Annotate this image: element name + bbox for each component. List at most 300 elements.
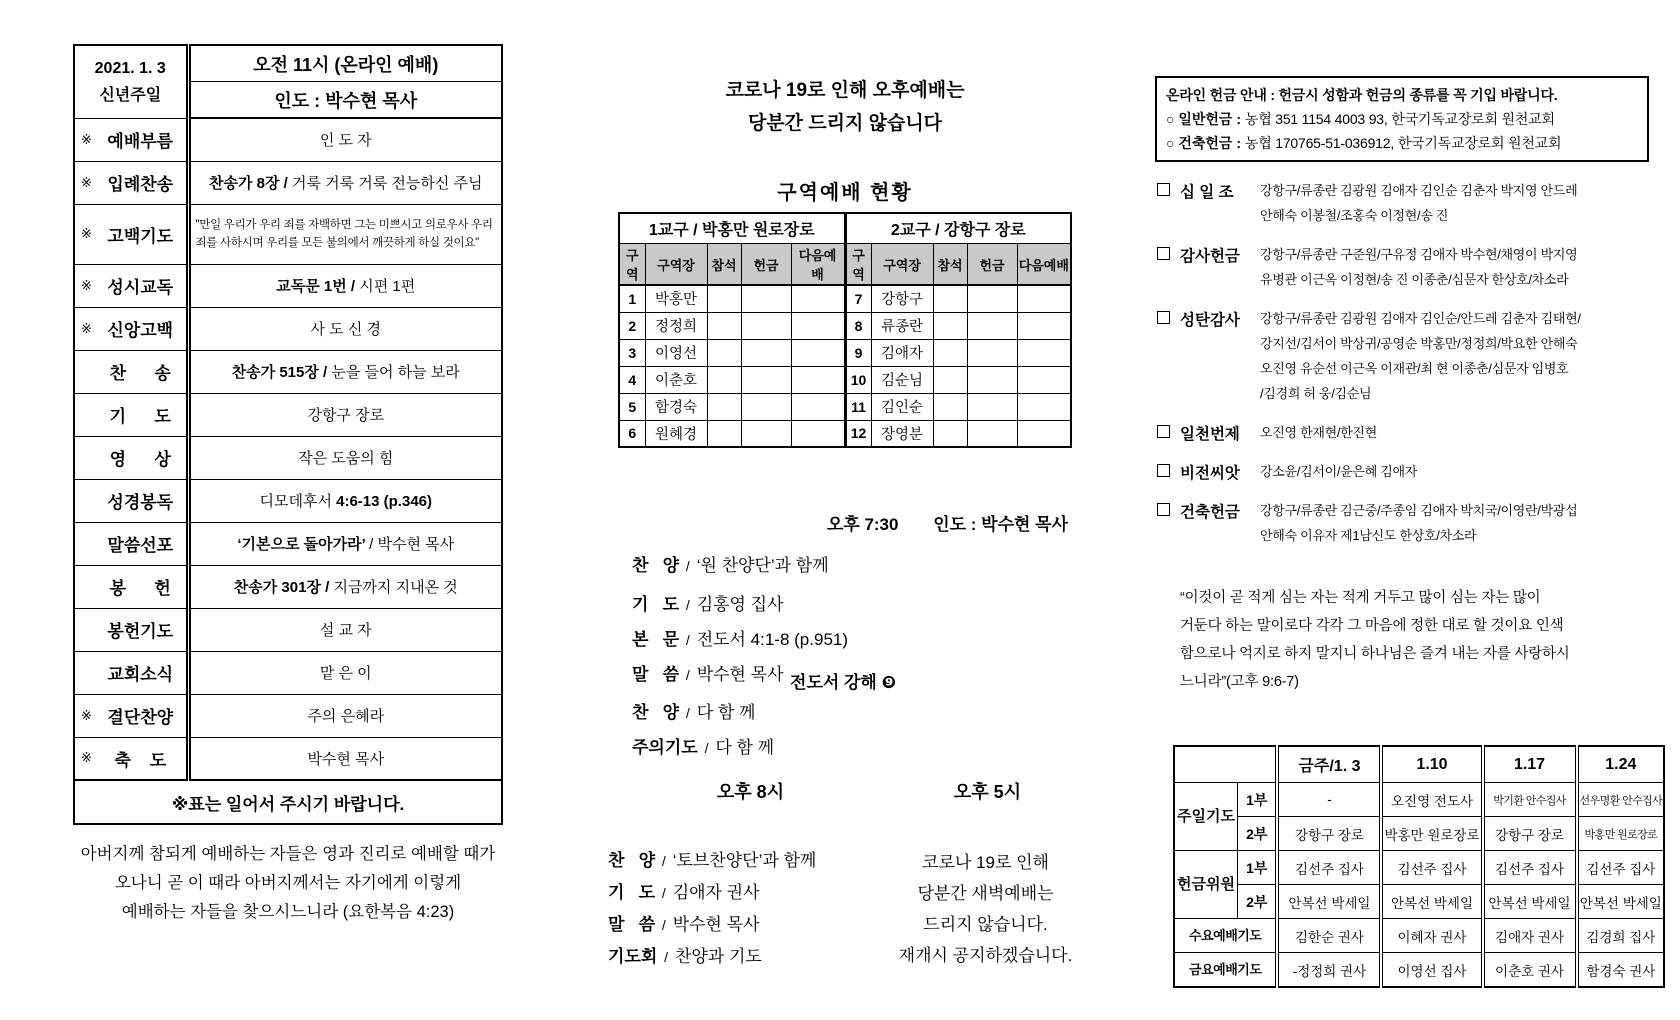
building-offering-account <box>1166 131 1638 155</box>
schedule-cell: 안복선 박세일 <box>1381 885 1482 919</box>
sunday-name: 신년주일 <box>99 86 162 104</box>
content-part: 맡 은 이 <box>319 665 372 682</box>
schedule-cell: 김선주 집사 <box>1483 851 1577 885</box>
schedule-cell: 이춘호 권사 <box>1483 953 1577 988</box>
zone-leader-name: 김인순 <box>871 393 933 420</box>
next-service-cell <box>791 312 845 339</box>
worship-row <box>74 161 502 204</box>
zone-number: 12 <box>845 420 871 447</box>
offering-cell <box>967 285 1017 312</box>
schedule-corner-cell <box>1174 746 1277 783</box>
attendance-cell <box>933 366 967 393</box>
district-row <box>619 393 1071 420</box>
label-text: 축 도 <box>114 750 167 770</box>
label-text: 교회소식 <box>107 665 174 684</box>
worship-table-footer <box>74 780 502 824</box>
service-line <box>608 848 816 874</box>
account-label: ○ 일반헌금 : <box>1166 111 1245 127</box>
next-service-cell <box>791 420 845 447</box>
col-header-leader: 구역장 <box>645 244 707 286</box>
worship-row <box>74 264 502 307</box>
schedule-cell: 이혜자 권사 <box>1381 919 1482 953</box>
offering-names-line: 강항구/류종란 김광원 김애자 김인순 김춘자 박지영 안드레 <box>1260 183 1578 198</box>
offering-names-line: 오진영 한재현/한진현 <box>1260 425 1377 440</box>
star-mark: ※ <box>81 174 92 190</box>
content-part: 디모데후서 <box>259 493 337 510</box>
offering-cell <box>967 312 1017 339</box>
col-header-attendance: 참석 <box>707 244 741 286</box>
worship-row-label <box>74 479 188 522</box>
content-part: / 박수현 목사 <box>369 536 455 553</box>
label-text: 기 도 <box>109 407 171 426</box>
label-text: 신앙고백 <box>107 321 174 340</box>
content-part: "만일 우리가 우리 죄를 자백하면 그는 미쁘시고 의로우사 우리 <box>195 219 493 231</box>
slash-separator: / <box>682 632 694 648</box>
notice-line: 드리지 않습니다. <box>923 915 1048 934</box>
zone-leader-name: 장영분 <box>871 420 933 447</box>
service-line <box>632 592 848 618</box>
sermon-series-title: 전도서 강해 ❾ <box>790 673 896 692</box>
attendance-cell <box>933 393 967 420</box>
attendance-cell <box>933 312 967 339</box>
offering-names-line: 오진영 유순선 이근옥 이재관/최 현 이종춘/심문자 임병호 <box>1260 361 1569 376</box>
part-label: 1부 <box>1237 783 1277 817</box>
worship-row-label <box>74 264 188 307</box>
evening-leader: 인도 : 박수현 목사 <box>933 515 1068 534</box>
offering-names <box>1260 242 1577 292</box>
offering-item <box>1157 459 1637 484</box>
slash-separator: / <box>658 917 670 933</box>
zone-leader-name: 김애자 <box>871 339 933 366</box>
schedule-cell: 오진영 전도사 <box>1381 783 1482 817</box>
next-service-cell <box>791 339 845 366</box>
district-rows <box>619 285 1071 447</box>
schedule-date-header: 1.17 <box>1483 746 1577 783</box>
schedule-cell: 이영선 집사 <box>1381 953 1482 988</box>
label-text: 찬 송 <box>109 364 171 383</box>
district-group2-header: 2교구 / 강항구 장로 <box>845 213 1071 244</box>
district-worship-title: 구역예배 현황 <box>777 182 913 204</box>
offering-names <box>1260 459 1417 484</box>
attendance-cell <box>933 339 967 366</box>
checkbox-icon <box>1157 464 1170 477</box>
service-line-label: 본 문 <box>632 630 680 649</box>
verse-john-4-23 <box>58 840 518 927</box>
slash-separator: / <box>682 558 694 574</box>
worship-row <box>74 204 502 264</box>
worship-row <box>74 522 502 565</box>
worship-row-label <box>74 522 188 565</box>
zone-leader-name: 류종란 <box>871 312 933 339</box>
offering-cell <box>967 420 1017 447</box>
offering-item <box>1157 178 1637 228</box>
account-label: ○ 건축헌금 : <box>1166 135 1245 151</box>
attendance-cell <box>707 393 741 420</box>
offering-names-line: 강소윤/김서이/윤은혜 김애자 <box>1260 464 1418 479</box>
schedule-cell: 함경숙 권사 <box>1577 953 1665 988</box>
star-mark: ※ <box>81 750 92 766</box>
star-mark: ※ <box>81 707 92 723</box>
schedule-cell: - <box>1277 783 1381 817</box>
offering-cell <box>741 285 791 312</box>
evening-lines-2 <box>632 700 774 770</box>
schedule-date-header: 1.24 <box>1577 746 1665 783</box>
next-service-cell <box>1017 339 1071 366</box>
offering-cell <box>741 339 791 366</box>
label-text: 성경봉독 <box>107 493 174 512</box>
content-part: 교독문 1번 / <box>276 278 360 295</box>
worship-row <box>74 608 502 651</box>
worship-row <box>74 694 502 737</box>
content-part: 찬송가 8장 / <box>208 175 292 192</box>
offering-cell <box>741 366 791 393</box>
checkbox-icon <box>1157 183 1170 196</box>
schedule-cell: 선우명환 안수집사 <box>1577 783 1665 817</box>
stand-up-note: ※표는 일어서 주시기 바랍니다. <box>74 780 502 824</box>
offering-names-line: 강지선/김서이 박상귀/공영순 박홍만/정정희/박요한 안해숙 <box>1260 336 1578 351</box>
label-text: 성시교독 <box>107 278 174 297</box>
zone-number: 4 <box>619 366 645 393</box>
pm8-service-title: 오후 8시 <box>716 782 785 802</box>
district-row <box>619 312 1071 339</box>
offering-label: 비전씨앗 <box>1180 465 1240 482</box>
content-part: 인 도 자 <box>319 132 372 150</box>
next-service-cell <box>1017 420 1071 447</box>
worship-row-label <box>74 307 188 350</box>
notice-line: 코로나 19로 인해 <box>922 853 1049 872</box>
worship-rows <box>74 118 502 780</box>
online-offering-box <box>1155 76 1649 162</box>
slash-separator: / <box>658 885 670 901</box>
content-part: 거룩 거룩 거룩 전능하신 주님 <box>291 175 483 192</box>
attendance-cell <box>707 339 741 366</box>
worship-row-label <box>74 436 188 479</box>
service-line <box>632 627 848 653</box>
slash-separator: / <box>660 949 672 965</box>
general-offering-account <box>1166 107 1638 131</box>
label-text: 말씀선포 <box>107 536 174 555</box>
label-text: 결단찬양 <box>107 708 174 727</box>
offering-cell <box>967 393 1017 420</box>
worship-row-label <box>74 350 188 393</box>
next-service-cell <box>791 285 845 312</box>
worship-row-label <box>74 393 188 436</box>
zone-number: 5 <box>619 393 645 420</box>
worship-row-label <box>74 651 188 694</box>
service-line-label: 기 도 <box>632 595 680 614</box>
checkbox-icon <box>1157 425 1170 438</box>
slash-separator: / <box>682 667 694 683</box>
verse-line: 함으로나 억지로 하지 말지니 하나님은 즐겨 내는 자를 사랑하시 <box>1180 646 1570 662</box>
next-service-cell <box>791 366 845 393</box>
offering-item <box>1157 242 1637 292</box>
col-header-offering: 헌금 <box>741 244 791 286</box>
zone-number: 2 <box>619 312 645 339</box>
service-line-value: 찬양과 기도 <box>674 947 762 966</box>
worship-row <box>74 479 502 522</box>
service-line-value: 박수현 목사 <box>696 665 784 684</box>
worship-row-label <box>74 204 188 264</box>
zone-leader-name: 이영선 <box>645 339 707 366</box>
service-line-value: 전도서 4:1-8 (p.951) <box>696 630 849 649</box>
service-line <box>632 700 774 726</box>
notice-line: 재개시 공지하겠습니다. <box>898 946 1073 965</box>
service-line-label: 말 씀 <box>632 665 680 684</box>
worship-row-content <box>188 307 502 350</box>
verse-line: “이것이 곧 적게 심는 자는 적게 거두고 많이 심는 자는 많이 <box>1180 590 1541 606</box>
service-line-label: 주의기도 <box>632 738 698 757</box>
district-row <box>619 420 1071 447</box>
zone-leader-name: 강항구 <box>871 285 933 312</box>
col-header-leader: 구역장 <box>871 244 933 286</box>
worship-row <box>74 737 502 780</box>
service-line-label: 찬 양 <box>608 851 656 870</box>
worship-row-label <box>74 565 188 608</box>
service-line <box>632 553 848 579</box>
zone-number: 6 <box>619 420 645 447</box>
service-title: 오전 11시 (온라인 예배) <box>188 45 502 82</box>
worship-row-content <box>188 522 502 565</box>
service-line-label: 기 도 <box>608 883 656 902</box>
zone-leader-name: 박홍만 <box>645 285 707 312</box>
offering-item <box>1157 498 1637 548</box>
offering-names-line: 안해숙 이유자 제1남신도 한상호/차소라 <box>1260 528 1477 543</box>
offering-names-line: 안해숙 이봉철/조홍숙 이정현/송 진 <box>1260 208 1449 223</box>
pm5-service-title: 오후 5시 <box>953 782 1022 802</box>
schedule-cell: 박홍만 원로장로 <box>1577 817 1665 851</box>
content-part: 박수현 목사 <box>307 750 385 768</box>
service-line-label: 찬 양 <box>632 703 680 722</box>
offering-cell <box>967 339 1017 366</box>
col-header-zone: 구역 <box>619 244 645 286</box>
label-text: 입례찬송 <box>107 175 174 194</box>
content-part: 시편 1편 <box>359 278 416 295</box>
zone-number: 8 <box>845 312 871 339</box>
district-group1-header: 1교구 / 박홍만 원로장로 <box>619 213 845 244</box>
content-part: 지금까지 지내온 것 <box>333 579 458 596</box>
notice-line: 코로나 19로 인해 오후예배는 <box>725 80 965 101</box>
offering-names-line: /김경희 허 웅/김순님 <box>1260 386 1372 401</box>
content-part: 4:6-13 (p.346) <box>336 493 432 510</box>
worship-row-label <box>74 118 188 161</box>
attendance-cell <box>933 420 967 447</box>
schedule-cell: 김선주 집사 <box>1277 851 1381 885</box>
star-mark: ※ <box>81 131 92 147</box>
worship-row-content <box>188 393 502 436</box>
service-line-value: 다 함 께 <box>696 703 756 722</box>
service-line-label: 찬 양 <box>632 556 680 575</box>
online-offering-title: 온라인 헌금 안내 : 헌금시 성함과 헌금의 종류를 꼭 기입 바랍니다. <box>1166 87 1558 103</box>
worship-row <box>74 436 502 479</box>
worship-row-content <box>188 161 502 204</box>
worship-row-content <box>188 694 502 737</box>
schedule-cell: 김애자 권사 <box>1483 919 1577 953</box>
worship-table-header <box>74 45 502 118</box>
zone-number: 7 <box>845 285 871 312</box>
star-mark: ※ <box>81 277 92 293</box>
worship-row <box>74 393 502 436</box>
group-sunday-prayer: 주일기도 <box>1174 783 1237 851</box>
offering-list <box>1157 178 1637 562</box>
content-part: 사 도 신 경 <box>310 321 381 338</box>
district-table <box>618 212 1072 448</box>
district-row <box>619 339 1071 366</box>
pm8-lines <box>608 848 816 976</box>
service-line-value: 김홍영 집사 <box>696 595 784 614</box>
service-line-value: 박수현 목사 <box>672 915 760 934</box>
attendance-cell <box>707 285 741 312</box>
verse-line: 오나니 곧 이 때라 아버지께서는 자기에게 이렇게 <box>114 874 462 892</box>
group-wednesday-prayer: 수요예배기도 <box>1174 919 1277 953</box>
date-cell <box>74 45 188 118</box>
service-line-value: 다 함 께 <box>715 738 775 757</box>
zone-number: 10 <box>845 366 871 393</box>
schedule-cell: 강항구 장로 <box>1483 817 1577 851</box>
offering-item <box>1157 306 1637 406</box>
verse-line: 느니라”(고후 9:6-7) <box>1180 674 1299 690</box>
service-line-value: ‘토브찬양단’과 함께 <box>672 851 817 870</box>
worship-row-content <box>188 436 502 479</box>
service-line <box>608 912 816 938</box>
offering-cell <box>741 393 791 420</box>
service-line-label: 기도회 <box>608 947 658 966</box>
worship-row <box>74 651 502 694</box>
worship-row-label <box>74 608 188 651</box>
worship-row-content <box>188 651 502 694</box>
zone-number: 1 <box>619 285 645 312</box>
col-header-next-service: 다음예배 <box>791 244 845 286</box>
schedule-cell: 박홍만 원로장로 <box>1381 817 1482 851</box>
label-text: 예배부름 <box>107 132 174 151</box>
part-label: 2부 <box>1237 885 1277 919</box>
star-mark: ※ <box>81 320 92 336</box>
worship-row-content <box>188 479 502 522</box>
worship-row-label <box>74 694 188 737</box>
verse-line: 예배하는 자들을 찾으시느니라 (요한복음 4:23) <box>121 903 455 921</box>
worship-row-content <box>188 565 502 608</box>
worship-row <box>74 565 502 608</box>
service-leader: 인도 : 박수현 목사 <box>188 82 502 119</box>
schedule-body <box>1174 746 1664 987</box>
col-header-next-service: 다음예배 <box>1017 244 1071 286</box>
content-part: 작은 도움의 힘 <box>298 450 394 467</box>
zone-number: 3 <box>619 339 645 366</box>
offering-names-line: 강항구/류종란 구준원/구유정 김애자 박수현/채영이 박지영 <box>1260 247 1578 262</box>
offering-names <box>1260 498 1577 548</box>
next-service-cell <box>1017 366 1071 393</box>
offering-label: 십 일 조 <box>1180 184 1234 201</box>
verse-2corinthians-9-6-7 <box>1180 584 1640 696</box>
worship-row-content <box>188 350 502 393</box>
account-value: 농협 170765-51-036912, 한국기독교장로회 원천교회 <box>1244 135 1562 151</box>
checkbox-icon <box>1157 247 1170 260</box>
worship-row-label <box>74 737 188 780</box>
offering-cell <box>967 366 1017 393</box>
schedule-cell: 김선주 집사 <box>1381 851 1482 885</box>
service-line <box>608 944 816 970</box>
afternoon-service-notice <box>620 74 1070 140</box>
zone-leader-name: 김순님 <box>871 366 933 393</box>
date-line: 2021. 1. 3 <box>94 59 166 77</box>
zone-number: 11 <box>845 393 871 420</box>
checkbox-icon <box>1157 311 1170 324</box>
duty-schedule-table <box>1173 745 1665 988</box>
schedule-cell: 안복선 박세일 <box>1577 885 1665 919</box>
next-service-cell <box>1017 285 1071 312</box>
district-table-head <box>619 213 1071 285</box>
service-line-label: 말 씀 <box>608 915 656 934</box>
attendance-cell <box>707 366 741 393</box>
worship-row-content <box>188 204 502 264</box>
content-part: 설 교 자 <box>319 622 372 639</box>
schedule-cell: 김경희 집사 <box>1577 919 1665 953</box>
schedule-date-header: 금주/1. 3 <box>1277 746 1381 783</box>
zone-leader-name: 함경숙 <box>645 393 707 420</box>
label-text: 고백기도 <box>107 226 174 246</box>
slash-separator: / <box>682 705 694 721</box>
offering-names-line: 유병관 이근옥 이정현/송 진 이종춘/심문자 한상호/차소라 <box>1260 272 1569 287</box>
district-row <box>619 366 1071 393</box>
col-header-zone: 구역 <box>845 244 871 286</box>
schedule-cell: 김한순 권사 <box>1277 919 1381 953</box>
service-line <box>608 880 816 906</box>
worship-row-content <box>188 608 502 651</box>
part-label: 2부 <box>1237 817 1277 851</box>
zone-leader-name: 이춘호 <box>645 366 707 393</box>
worship-order-table <box>73 44 503 825</box>
attendance-cell <box>707 312 741 339</box>
content-part: ‘기본으로 돌아가라’ <box>237 536 370 553</box>
district-row <box>619 285 1071 312</box>
worship-row <box>74 118 502 161</box>
schedule-cell: 안복선 박세일 <box>1483 885 1577 919</box>
offering-names <box>1260 306 1581 406</box>
service-line-value: ‘원 찬양단’과 함께 <box>696 556 829 575</box>
slash-separator: / <box>700 740 713 756</box>
offering-names-line: 강항구/류종란 김광원 김애자 김인순/안드레 김춘자 김태현/ <box>1260 311 1581 326</box>
schedule-cell: 강항구 장로 <box>1277 817 1381 851</box>
label-text: 봉헌기도 <box>107 622 174 641</box>
schedule-cell: 안복선 박세일 <box>1277 885 1381 919</box>
label-text: 영 상 <box>109 450 171 469</box>
worship-row-label <box>74 161 188 204</box>
next-service-cell <box>1017 312 1071 339</box>
worship-row <box>74 307 502 350</box>
slash-separator: / <box>682 597 694 613</box>
evening-service-header <box>618 510 1068 535</box>
zone-number: 9 <box>845 339 871 366</box>
verse-line: 거둔다 하는 말이로다 각각 그 마음에 정한 대로 할 것이요 인색 <box>1180 618 1564 634</box>
offering-cell <box>741 420 791 447</box>
label-text: 봉 헌 <box>109 579 171 598</box>
offering-names <box>1260 420 1377 445</box>
zone-leader-name: 정정희 <box>645 312 707 339</box>
checkbox-icon <box>1157 503 1170 516</box>
offering-names-line: 강항구/류종란 김근중/주종임 김애자 박치국/이영란/박광섭 <box>1260 503 1578 518</box>
group-friday-prayer: 금요예배기도 <box>1174 953 1277 988</box>
offering-label: 일천번제 <box>1180 426 1240 443</box>
next-service-cell <box>791 393 845 420</box>
service-line-value: 김애자 권사 <box>672 883 760 902</box>
notice-line: 당분간 드리지 않습니다 <box>747 113 943 134</box>
offering-label: 감사헌금 <box>1180 248 1240 265</box>
worship-row-content <box>188 118 502 161</box>
offering-label: 건축헌금 <box>1180 504 1240 521</box>
next-service-cell <box>1017 393 1071 420</box>
col-header-offering: 헌금 <box>967 244 1017 286</box>
schedule-cell: 김선주 집사 <box>1577 851 1665 885</box>
col-header-attendance: 참석 <box>933 244 967 286</box>
